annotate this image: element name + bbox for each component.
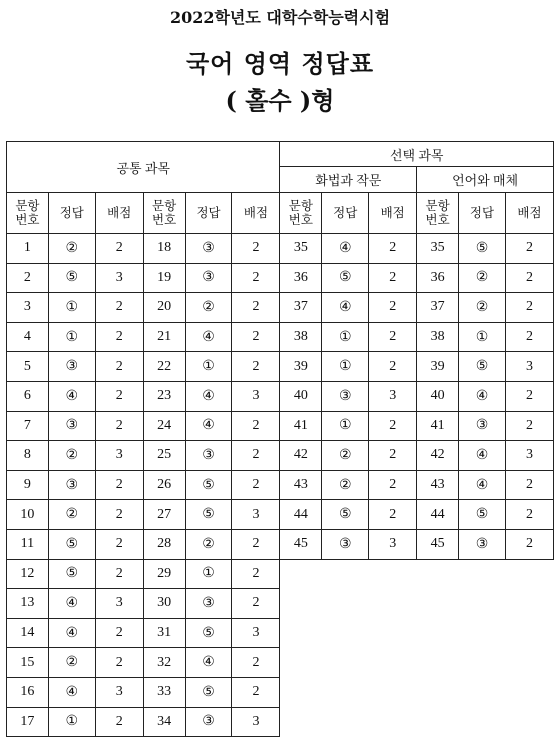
- cell-number: 26: [143, 470, 185, 500]
- cell-points: 2: [95, 234, 143, 264]
- column-header-row: [7, 193, 554, 234]
- cell-number: 12: [7, 559, 49, 589]
- cell-answer: ⑤: [185, 618, 232, 648]
- empty-cell: [417, 677, 459, 707]
- cell-answer: ⑤: [322, 263, 369, 293]
- cell-number: 35: [280, 234, 322, 264]
- cell-points: 3: [95, 441, 143, 471]
- empty-cell: [505, 559, 553, 589]
- cell-points: 2: [232, 293, 280, 323]
- empty-cell: [417, 589, 459, 619]
- cell-answer: ⑤: [185, 470, 232, 500]
- cell-number: 15: [7, 648, 49, 678]
- cell-number: 40: [280, 381, 322, 411]
- cell-answer: ⑤: [185, 677, 232, 707]
- cell-answer: ④: [48, 589, 95, 619]
- cell-number: 14: [7, 618, 49, 648]
- cell-number: 7: [7, 411, 49, 441]
- table-row: [7, 529, 554, 559]
- empty-cell: [322, 559, 369, 589]
- cell-points: 2: [232, 677, 280, 707]
- table-row: [7, 263, 554, 293]
- cell-number: 39: [417, 352, 459, 382]
- cell-points: 2: [232, 589, 280, 619]
- cell-number: 31: [143, 618, 185, 648]
- col-answer-header: 정답: [322, 193, 369, 234]
- cell-points: 2: [95, 470, 143, 500]
- cell-answer: ④: [459, 381, 506, 411]
- cell-points: 2: [505, 234, 553, 264]
- subject-title: 국어 영역 정답표: [186, 49, 374, 78]
- cell-points: 2: [369, 263, 417, 293]
- empty-cell: [505, 677, 553, 707]
- cell-number: 22: [143, 352, 185, 382]
- col-answer-header: 정답: [185, 193, 232, 234]
- cell-answer: ②: [459, 293, 506, 323]
- cell-number: 32: [143, 648, 185, 678]
- cell-number: 4: [7, 322, 49, 352]
- cell-number: 44: [417, 500, 459, 530]
- cell-number: 13: [7, 589, 49, 619]
- cell-number: 37: [417, 293, 459, 323]
- cell-points: 2: [232, 648, 280, 678]
- cell-points: 2: [95, 352, 143, 382]
- cell-answer: ④: [322, 293, 369, 323]
- table-row: [7, 352, 554, 382]
- cell-answer: ⑤: [48, 559, 95, 589]
- cell-answer: ③: [322, 381, 369, 411]
- cell-number: 27: [143, 500, 185, 530]
- cell-answer: ⑤: [322, 500, 369, 530]
- cell-answer: ④: [185, 381, 232, 411]
- cell-answer: ②: [459, 263, 506, 293]
- exam-title: 2022학년도 대학수학능력시험: [169, 8, 391, 27]
- cell-answer: ①: [185, 559, 232, 589]
- answer-key-table: [6, 141, 554, 737]
- empty-cell: [280, 648, 322, 678]
- cell-number: 42: [280, 441, 322, 471]
- empty-cell: [459, 618, 506, 648]
- cell-points: 2: [369, 293, 417, 323]
- empty-cell: [459, 677, 506, 707]
- cell-points: 2: [95, 381, 143, 411]
- elective-language-header: 언어와 매체: [417, 167, 554, 193]
- cell-number: 44: [280, 500, 322, 530]
- empty-cell: [505, 589, 553, 619]
- table-row: [7, 411, 554, 441]
- cell-answer: ②: [48, 500, 95, 530]
- cell-points: 2: [505, 500, 553, 530]
- cell-answer: ③: [185, 263, 232, 293]
- cell-points: 3: [232, 618, 280, 648]
- cell-points: 2: [505, 529, 553, 559]
- empty-cell: [280, 677, 322, 707]
- cell-answer: ③: [48, 470, 95, 500]
- cell-answer: ⑤: [185, 500, 232, 530]
- cell-number: 25: [143, 441, 185, 471]
- cell-answer: ②: [48, 234, 95, 264]
- cell-number: 41: [417, 411, 459, 441]
- cell-number: 43: [280, 470, 322, 500]
- cell-number: 30: [143, 589, 185, 619]
- cell-answer: ④: [459, 441, 506, 471]
- cell-points: 3: [369, 381, 417, 411]
- cell-number: 23: [143, 381, 185, 411]
- cell-number: 5: [7, 352, 49, 382]
- cell-number: 21: [143, 322, 185, 352]
- col-points-header: 배점: [369, 193, 417, 234]
- cell-number: 24: [143, 411, 185, 441]
- cell-answer: ①: [48, 322, 95, 352]
- cell-number: 38: [417, 322, 459, 352]
- cell-points: 3: [505, 352, 553, 382]
- cell-answer: ①: [48, 293, 95, 323]
- cell-points: 3: [369, 529, 417, 559]
- cell-points: 2: [369, 441, 417, 471]
- cell-points: 3: [505, 441, 553, 471]
- cell-number: 1: [7, 234, 49, 264]
- cell-points: 2: [95, 529, 143, 559]
- cell-points: 2: [232, 322, 280, 352]
- cell-answer: ④: [48, 677, 95, 707]
- cell-points: 2: [505, 411, 553, 441]
- cell-answer: ②: [48, 441, 95, 471]
- empty-cell: [505, 648, 553, 678]
- col-answer-header: 정답: [459, 193, 506, 234]
- cell-answer: ⑤: [459, 352, 506, 382]
- cell-answer: ①: [322, 322, 369, 352]
- empty-cell: [322, 618, 369, 648]
- cell-answer: ⑤: [459, 234, 506, 264]
- cell-number: 11: [7, 529, 49, 559]
- col-points-header: 배점: [95, 193, 143, 234]
- empty-cell: [459, 559, 506, 589]
- cell-number: 20: [143, 293, 185, 323]
- cell-number: 16: [7, 677, 49, 707]
- cell-points: 3: [232, 707, 280, 737]
- col-number-header: 문항 번호: [7, 193, 49, 234]
- cell-points: 2: [369, 322, 417, 352]
- empty-cell: [280, 618, 322, 648]
- table-row: [7, 648, 554, 678]
- cell-points: 2: [369, 234, 417, 264]
- cell-number: 36: [417, 263, 459, 293]
- cell-points: 2: [369, 500, 417, 530]
- cell-number: 18: [143, 234, 185, 264]
- cell-number: 41: [280, 411, 322, 441]
- cell-points: 2: [232, 470, 280, 500]
- cell-number: 38: [280, 322, 322, 352]
- cell-answer: ④: [185, 648, 232, 678]
- cell-answer: ①: [185, 352, 232, 382]
- cell-answer: ④: [322, 234, 369, 264]
- cell-answer: ④: [459, 470, 506, 500]
- empty-cell: [322, 677, 369, 707]
- cell-answer: ④: [48, 618, 95, 648]
- cell-number: 35: [417, 234, 459, 264]
- cell-number: 19: [143, 263, 185, 293]
- cell-points: 2: [95, 293, 143, 323]
- cell-answer: ①: [322, 352, 369, 382]
- cell-number: 3: [7, 293, 49, 323]
- table-row: [7, 293, 554, 323]
- cell-number: 42: [417, 441, 459, 471]
- cell-points: 2: [232, 559, 280, 589]
- empty-cell: [505, 707, 553, 737]
- cell-number: 43: [417, 470, 459, 500]
- elective-writing-header: 화법과 작문: [280, 167, 417, 193]
- cell-answer: ⑤: [48, 529, 95, 559]
- cell-answer: ③: [459, 529, 506, 559]
- cell-answer: ③: [322, 529, 369, 559]
- empty-cell: [417, 648, 459, 678]
- cell-points: 2: [95, 648, 143, 678]
- empty-cell: [369, 589, 417, 619]
- elective-subject-header: 선택 과목: [280, 142, 554, 167]
- empty-cell: [322, 589, 369, 619]
- cell-number: 36: [280, 263, 322, 293]
- cell-points: 2: [95, 411, 143, 441]
- cell-answer: ②: [185, 293, 232, 323]
- empty-cell: [322, 648, 369, 678]
- cell-answer: ③: [185, 234, 232, 264]
- empty-cell: [369, 707, 417, 737]
- cell-points: 2: [95, 559, 143, 589]
- cell-points: 2: [505, 293, 553, 323]
- cell-number: 40: [417, 381, 459, 411]
- col-number-header: 문항 번호: [417, 193, 459, 234]
- cell-number: 33: [143, 677, 185, 707]
- empty-cell: [417, 559, 459, 589]
- empty-cell: [369, 618, 417, 648]
- empty-cell: [459, 589, 506, 619]
- cell-answer: ②: [185, 529, 232, 559]
- cell-number: 45: [280, 529, 322, 559]
- empty-cell: [280, 559, 322, 589]
- cell-answer: ②: [322, 470, 369, 500]
- table-row: [7, 618, 554, 648]
- cell-points: 2: [505, 322, 553, 352]
- cell-points: 2: [369, 352, 417, 382]
- col-number-header: 문항 번호: [280, 193, 322, 234]
- cell-number: 9: [7, 470, 49, 500]
- cell-answer: ③: [459, 411, 506, 441]
- cell-points: 2: [95, 707, 143, 737]
- cell-points: 3: [95, 263, 143, 293]
- cell-points: 2: [95, 500, 143, 530]
- cell-points: 2: [232, 441, 280, 471]
- empty-cell: [369, 648, 417, 678]
- col-points-header: 배점: [232, 193, 280, 234]
- cell-points: 2: [505, 381, 553, 411]
- cell-number: 2: [7, 263, 49, 293]
- cell-number: 28: [143, 529, 185, 559]
- empty-cell: [417, 707, 459, 737]
- cell-points: 2: [95, 618, 143, 648]
- common-subject-header: 공통 과목: [7, 142, 280, 193]
- table-row: [7, 589, 554, 619]
- cell-points: 2: [95, 322, 143, 352]
- col-answer-header: 정답: [48, 193, 95, 234]
- cell-number: 45: [417, 529, 459, 559]
- table-row: [7, 441, 554, 471]
- cell-number: 17: [7, 707, 49, 737]
- empty-cell: [417, 618, 459, 648]
- cell-answer: ③: [185, 441, 232, 471]
- empty-cell: [459, 707, 506, 737]
- cell-answer: ①: [48, 707, 95, 737]
- cell-number: 6: [7, 381, 49, 411]
- cell-answer: ③: [48, 411, 95, 441]
- cell-points: 2: [232, 352, 280, 382]
- empty-cell: [369, 559, 417, 589]
- cell-points: 3: [95, 677, 143, 707]
- cell-answer: ⑤: [48, 263, 95, 293]
- cell-answer: ①: [459, 322, 506, 352]
- cell-answer: ⑤: [459, 500, 506, 530]
- cell-points: 2: [369, 411, 417, 441]
- table-row: [7, 234, 554, 264]
- cell-answer: ④: [185, 411, 232, 441]
- cell-points: 2: [232, 234, 280, 264]
- cell-answer: ③: [48, 352, 95, 382]
- empty-cell: [369, 677, 417, 707]
- cell-number: 10: [7, 500, 49, 530]
- table-row: [7, 559, 554, 589]
- cell-number: 37: [280, 293, 322, 323]
- table-row: [7, 707, 554, 737]
- empty-cell: [505, 618, 553, 648]
- cell-points: 2: [369, 470, 417, 500]
- table-row: [7, 500, 554, 530]
- cell-answer: ④: [185, 322, 232, 352]
- cell-answer: ②: [48, 648, 95, 678]
- col-points-header: 배점: [505, 193, 553, 234]
- form-type-title: ( 홀수 )형: [225, 86, 335, 115]
- cell-number: 39: [280, 352, 322, 382]
- cell-points: 2: [232, 411, 280, 441]
- table-row: [7, 677, 554, 707]
- cell-answer: ②: [322, 441, 369, 471]
- cell-number: 8: [7, 441, 49, 471]
- table-row: [7, 322, 554, 352]
- table-row: [7, 470, 554, 500]
- cell-number: 29: [143, 559, 185, 589]
- cell-number: 34: [143, 707, 185, 737]
- cell-points: 2: [505, 470, 553, 500]
- cell-points: 2: [505, 263, 553, 293]
- cell-answer: ④: [48, 381, 95, 411]
- cell-answer: ③: [185, 707, 232, 737]
- empty-cell: [280, 707, 322, 737]
- col-number-header: 문항 번호: [143, 193, 185, 234]
- empty-cell: [280, 589, 322, 619]
- cell-points: 2: [232, 529, 280, 559]
- cell-points: 3: [232, 500, 280, 530]
- empty-cell: [459, 648, 506, 678]
- cell-answer: ①: [322, 411, 369, 441]
- empty-cell: [322, 707, 369, 737]
- cell-answer: ③: [185, 589, 232, 619]
- cell-points: 2: [232, 263, 280, 293]
- cell-points: 3: [95, 589, 143, 619]
- cell-points: 3: [232, 381, 280, 411]
- table-row: [7, 381, 554, 411]
